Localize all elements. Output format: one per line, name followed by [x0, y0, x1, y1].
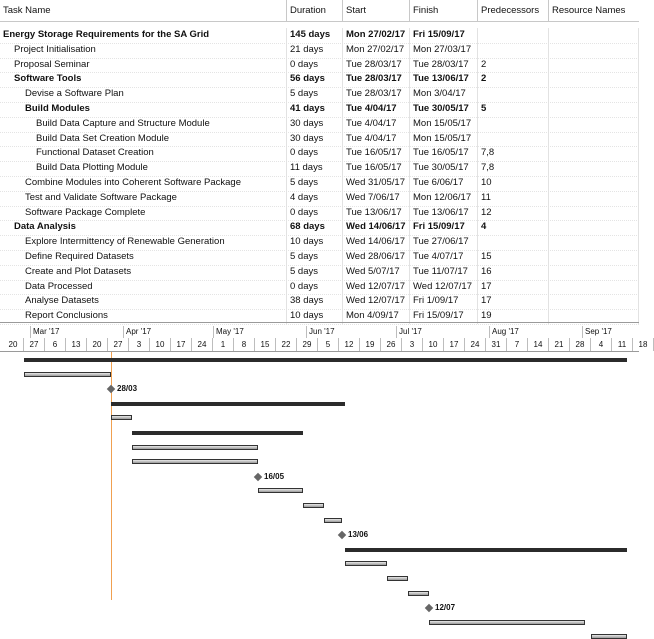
task-row[interactable] [0, 28, 639, 43]
task-cell-res[interactable] [549, 191, 639, 206]
task-cell-name[interactable]: Define Required Datasets [0, 250, 287, 265]
task-cell-pred[interactable]: 17 [478, 294, 549, 309]
task-cell-finish[interactable]: Wed 12/07/17 [410, 280, 478, 295]
timescale-day: 7 [507, 338, 528, 351]
timescale-day: 28 [570, 338, 591, 351]
timescale-day: 24 [465, 338, 486, 351]
task-cell-start[interactable]: Tue 28/03/17 [343, 72, 410, 87]
task-row[interactable] [0, 102, 639, 117]
task-cell-name[interactable]: Proposal Seminar [0, 58, 287, 73]
task-cell-res[interactable] [549, 250, 639, 265]
task-cell-pred[interactable]: 19 [478, 309, 549, 324]
task-row[interactable] [0, 161, 639, 176]
task-cell-pred[interactable] [478, 87, 549, 102]
task-cell-start[interactable]: Wed 28/06/17 [343, 250, 410, 265]
month-divider [306, 326, 307, 338]
task-cell-finish[interactable]: Fri 15/09/17 [410, 309, 478, 324]
task-cell-name[interactable]: Functional Dataset Creation [0, 146, 287, 161]
timescale-month: Apr '17 [126, 327, 152, 336]
task-cell-res[interactable] [549, 43, 639, 58]
task-cell-start[interactable]: Wed 7/06/17 [343, 191, 410, 206]
task-cell-name[interactable]: Create and Plot Datasets [0, 265, 287, 280]
task-cell-finish[interactable]: Tue 28/03/17 [410, 58, 478, 73]
task-cell-pred[interactable]: 5 [478, 102, 549, 117]
task-cell-pred[interactable]: 12 [478, 206, 549, 221]
task-cell-res[interactable] [549, 294, 639, 309]
task-cell-pred[interactable] [478, 28, 549, 43]
timescale-day: 22 [276, 338, 297, 351]
task-cell-res[interactable] [549, 28, 639, 43]
task-cell-res[interactable] [549, 72, 639, 87]
task-cell-res[interactable] [549, 132, 639, 147]
task-cell-pred[interactable]: 16 [478, 265, 549, 280]
timescale-day: 3 [129, 338, 150, 351]
timescale-day: 10 [423, 338, 444, 351]
task-bar[interactable] [24, 372, 111, 377]
task-cell-duration[interactable]: 56 days [287, 72, 343, 87]
task-cell-finish[interactable]: Mon 15/05/17 [410, 132, 478, 147]
task-cell-duration[interactable]: 21 days [287, 43, 343, 58]
task-row[interactable] [0, 43, 639, 58]
task-row[interactable] [0, 72, 639, 87]
task-cell-duration[interactable]: 4 days [287, 191, 343, 206]
timescale-day: 6 [45, 338, 66, 351]
task-cell-pred[interactable] [478, 43, 549, 58]
task-row[interactable] [0, 87, 639, 102]
task-cell-name[interactable]: Data Analysis [0, 220, 287, 235]
month-divider [30, 326, 31, 338]
summary-bar[interactable] [132, 431, 303, 435]
summary-bar[interactable] [111, 402, 345, 406]
timescale-day: 21 [549, 338, 570, 351]
task-bar[interactable] [258, 488, 303, 493]
task-cell-duration[interactable]: 10 days [287, 309, 343, 324]
task-bar[interactable] [303, 503, 324, 508]
task-cell-duration[interactable]: 5 days [287, 176, 343, 191]
task-cell-pred[interactable]: 17 [478, 280, 549, 295]
task-cell-finish[interactable]: Tue 30/05/17 [410, 161, 478, 176]
task-cell-start[interactable]: Wed 14/06/17 [343, 235, 410, 250]
task-cell-pred[interactable]: 10 [478, 176, 549, 191]
task-cell-pred[interactable] [478, 235, 549, 250]
timescale-month: Jun '17 [309, 327, 335, 336]
task-cell-duration[interactable]: 0 days [287, 206, 343, 221]
milestone-label: 12/07 [435, 603, 456, 613]
task-row[interactable] [0, 117, 639, 132]
month-divider [213, 326, 214, 338]
task-cell-start[interactable]: Tue 16/05/17 [343, 146, 410, 161]
task-cell-duration[interactable]: 41 days [287, 102, 343, 117]
task-cell-finish[interactable]: Fri 15/09/17 [410, 28, 478, 43]
month-divider [582, 326, 583, 338]
task-cell-pred[interactable]: 2 [478, 72, 549, 87]
task-row[interactable] [0, 206, 639, 221]
task-cell-finish[interactable]: Tue 11/07/17 [410, 265, 478, 280]
task-cell-duration[interactable]: 5 days [287, 87, 343, 102]
task-cell-duration[interactable]: 0 days [287, 146, 343, 161]
timescale-day: 10 [150, 338, 171, 351]
timescale-day: 13 [66, 338, 87, 351]
column-duration[interactable]: Duration [287, 0, 343, 22]
timescale-day: 29 [297, 338, 318, 351]
column-header-row [0, 0, 639, 22]
timescale-day: 20 [3, 338, 24, 351]
gantt-chart [0, 322, 648, 613]
task-cell-res[interactable] [549, 280, 639, 295]
task-cell-start[interactable]: Wed 5/07/17 [343, 265, 410, 280]
task-cell-res[interactable] [549, 146, 639, 161]
task-cell-name[interactable]: Build Modules [0, 102, 287, 117]
task-row[interactable] [0, 294, 639, 309]
task-bar[interactable] [111, 415, 132, 420]
task-cell-res[interactable] [549, 117, 639, 132]
task-cell-start[interactable]: Mon 27/02/17 [343, 28, 410, 43]
task-cell-start[interactable]: Tue 4/04/17 [343, 102, 410, 117]
timescale-day: 27 [24, 338, 45, 351]
task-cell-pred[interactable]: 7,8 [478, 146, 549, 161]
timescale-day: 31 [486, 338, 507, 351]
task-cell-res[interactable] [549, 58, 639, 73]
timescale-day: 17 [171, 338, 192, 351]
task-cell-name[interactable]: Software Tools [0, 72, 287, 87]
timescale-month: Sep '17 [585, 327, 612, 336]
task-sheet [0, 0, 639, 322]
task-row[interactable] [0, 176, 639, 191]
column-resource-names[interactable]: Resource Names [552, 5, 626, 16]
month-divider [489, 326, 490, 338]
timescale-day: 3 [402, 338, 423, 351]
task-row[interactable] [0, 250, 639, 265]
task-cell-start[interactable]: Tue 13/06/17 [343, 206, 410, 221]
task-cell-duration[interactable]: 5 days [287, 265, 343, 280]
milestone-diamond[interactable] [425, 604, 433, 612]
timescale-day: 14 [528, 338, 549, 351]
task-row[interactable] [0, 220, 639, 235]
task-cell-finish[interactable]: Tue 6/06/17 [410, 176, 478, 191]
task-cell-name[interactable]: Project Initialisation [0, 43, 287, 58]
task-cell-name[interactable]: Analyse Datasets [0, 294, 287, 309]
timescale-day: 26 [381, 338, 402, 351]
task-cell-name[interactable]: Explore Intermittency of Renewable Generation [0, 235, 287, 250]
task-cell-duration[interactable]: 30 days [287, 117, 343, 132]
task-cell-start[interactable]: Tue 16/05/17 [343, 161, 410, 176]
task-cell-res[interactable] [549, 102, 639, 117]
timescale-day: 17 [444, 338, 465, 351]
task-cell-pred[interactable] [478, 117, 549, 132]
task-bar[interactable] [591, 634, 627, 639]
task-cell-name[interactable]: Combine Modules into Coherent Software Package [0, 176, 287, 191]
summary-bar[interactable] [345, 548, 627, 552]
task-row[interactable] [0, 280, 639, 295]
task-cell-res[interactable] [549, 235, 639, 250]
milestone-diamond[interactable] [107, 385, 115, 393]
column-task-name[interactable]: Task Name [0, 0, 287, 22]
task-cell-pred[interactable]: 4 [478, 220, 549, 235]
task-cell-finish[interactable]: Mon 27/03/17 [410, 43, 478, 58]
task-cell-pred[interactable]: 2 [478, 58, 549, 73]
task-cell-start[interactable]: Tue 4/04/17 [343, 117, 410, 132]
task-cell-res[interactable] [549, 265, 639, 280]
task-cell-finish[interactable]: Mon 15/05/17 [410, 117, 478, 132]
task-cell-finish[interactable]: Tue 16/05/17 [410, 146, 478, 161]
task-cell-finish[interactable]: Tue 30/05/17 [410, 102, 478, 117]
task-cell-res[interactable] [549, 161, 639, 176]
summary-bar[interactable] [24, 358, 627, 362]
task-bar[interactable] [429, 620, 585, 625]
task-row[interactable] [0, 146, 639, 161]
task-bar[interactable] [132, 445, 258, 450]
task-cell-start[interactable]: Mon 4/09/17 [343, 309, 410, 324]
timescale-day: 15 [255, 338, 276, 351]
task-row[interactable] [0, 132, 639, 147]
task-cell-pred[interactable]: 7,8 [478, 161, 549, 176]
milestone-label: 28/03 [117, 384, 138, 394]
task-cell-name[interactable]: Build Data Set Creation Module [0, 132, 287, 147]
task-cell-start[interactable]: Tue 4/04/17 [343, 132, 410, 147]
task-cell-start[interactable]: Wed 12/07/17 [343, 294, 410, 309]
task-cell-duration[interactable]: 11 days [287, 161, 343, 176]
task-row[interactable] [0, 58, 639, 73]
task-cell-duration[interactable]: 0 days [287, 58, 343, 73]
column-predecessors[interactable]: Predecessors [478, 0, 549, 22]
task-cell-pred[interactable] [478, 132, 549, 147]
task-cell-finish[interactable]: Fri 1/09/17 [410, 294, 478, 309]
task-cell-duration[interactable]: 0 days [287, 280, 343, 295]
task-cell-pred[interactable]: 11 [478, 191, 549, 206]
task-cell-name[interactable]: Report Conclusions [0, 309, 287, 324]
task-cell-finish[interactable]: Mon 12/06/17 [410, 191, 478, 206]
task-cell-duration[interactable]: 10 days [287, 235, 343, 250]
task-cell-finish[interactable]: Tue 13/06/17 [410, 206, 478, 221]
timescale-day: 18 [633, 338, 654, 351]
task-cell-res[interactable] [549, 87, 639, 102]
timescale-day: 1 [213, 338, 234, 351]
task-cell-name[interactable]: Build Data Capture and Structure Module [0, 117, 287, 132]
timescale-day: 24 [192, 338, 213, 351]
month-divider [123, 326, 124, 338]
timescale-day: 19 [360, 338, 381, 351]
milestone-label: 13/06 [348, 530, 369, 540]
milestone-diamond[interactable] [254, 473, 262, 481]
column-start[interactable]: Start [343, 0, 410, 22]
task-cell-name[interactable]: Test and Validate Software Package [0, 191, 287, 206]
task-bar[interactable] [387, 576, 408, 581]
task-cell-duration[interactable]: 30 days [287, 132, 343, 147]
task-bar[interactable] [132, 459, 258, 464]
timescale-month: May '17 [216, 327, 244, 336]
column-finish[interactable]: Finish [410, 0, 478, 22]
task-cell-finish[interactable]: Mon 3/04/17 [410, 87, 478, 102]
task-cell-res[interactable] [549, 206, 639, 221]
task-cell-start[interactable]: Tue 28/03/17 [343, 58, 410, 73]
task-cell-name[interactable]: Energy Storage Requirements for the SA Grid [0, 28, 287, 43]
timescale-day: 5 [318, 338, 339, 351]
timescale-day: 8 [234, 338, 255, 351]
task-cell-name[interactable]: Build Data Plotting Module [0, 161, 287, 176]
task-cell-finish[interactable]: Tue 27/06/17 [410, 235, 478, 250]
task-bar[interactable] [345, 561, 387, 566]
task-cell-duration[interactable]: 5 days [287, 250, 343, 265]
timescale-day: 27 [108, 338, 129, 351]
timescale-month: Mar '17 [33, 327, 60, 336]
task-bar[interactable] [324, 518, 342, 523]
task-cell-start[interactable]: Wed 31/05/17 [343, 176, 410, 191]
month-divider [396, 326, 397, 338]
task-cell-duration[interactable]: 145 days [287, 28, 343, 43]
timescale-day: 4 [591, 338, 612, 351]
task-cell-pred[interactable]: 15 [478, 250, 549, 265]
task-cell-name[interactable]: Data Processed [0, 280, 287, 295]
task-row[interactable] [0, 265, 639, 280]
task-cell-start[interactable]: Wed 14/06/17 [343, 220, 410, 235]
task-cell-finish[interactable]: Tue 4/07/17 [410, 250, 478, 265]
milestone-diamond[interactable] [338, 531, 346, 539]
task-cell-start[interactable]: Tue 28/03/17 [343, 87, 410, 102]
task-cell-start[interactable]: Wed 12/07/17 [343, 280, 410, 295]
timescale-day: 12 [339, 338, 360, 351]
task-cell-duration[interactable]: 38 days [287, 294, 343, 309]
task-row[interactable] [0, 191, 639, 206]
task-row[interactable] [0, 235, 639, 250]
timescale-day: 11 [612, 338, 633, 351]
task-cell-name[interactable]: Software Package Complete [0, 206, 287, 221]
task-cell-duration[interactable]: 68 days [287, 220, 343, 235]
timescale-month: Jul '17 [399, 327, 422, 336]
milestone-label: 16/05 [264, 471, 285, 481]
task-cell-finish[interactable]: Fri 15/09/17 [410, 220, 478, 235]
task-cell-finish[interactable]: Tue 13/06/17 [410, 72, 478, 87]
task-cell-res[interactable] [549, 220, 639, 235]
timescale-month: Aug '17 [492, 327, 519, 336]
task-cell-start[interactable]: Mon 27/02/17 [343, 43, 410, 58]
timescale-day: 20 [87, 338, 108, 351]
task-cell-res[interactable] [549, 176, 639, 191]
timescale-baseline [0, 351, 639, 352]
task-cell-name[interactable]: Devise a Software Plan [0, 87, 287, 102]
task-bar[interactable] [408, 591, 429, 596]
